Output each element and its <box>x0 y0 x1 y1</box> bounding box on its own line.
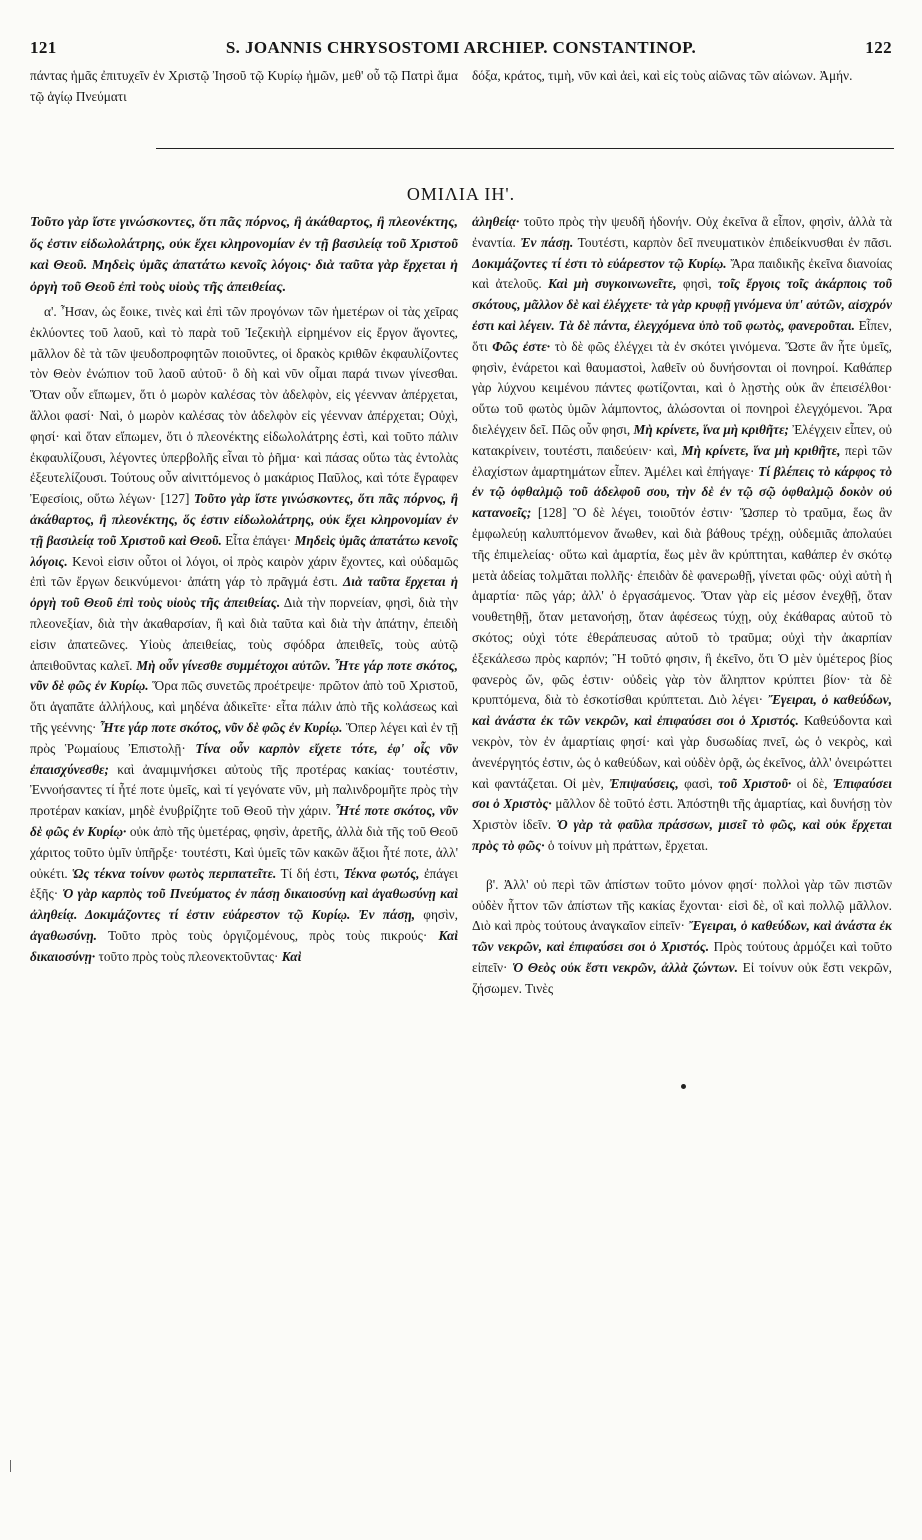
text-run: Καθεύδοντα καὶ νεκρὸν, τὸν ἐν ἁμαρτίαις φησί· καὶ γὰρ δυσωδίας πνεῖ, ὡς ὁ νεκρὸς, καὶ ἀνενέργητός ἐστιν, ὡς ὁ καθεύδων, καὶ οὐδὲν ὁρᾷ, ὡς ἐκεῖνος, ἀλλ' ὀνειρώττει καὶ φαντάζεται. Οἱ μὲν, <box>472 713 892 791</box>
text-run: Τουτέστι, καρπὸν δεῖ πνευματικὸν ἐπιδείκνυσθαι ἐν πᾶσι. <box>577 234 892 250</box>
text-run: Τί δή ἐστι, <box>280 865 340 881</box>
top-right-column <box>472 66 892 87</box>
top-left-column <box>30 66 458 108</box>
quote-run: Ἦτέ ποτε σκότος, νῦν δὲ φῶς ἐν Κυρίῳ· <box>30 803 458 839</box>
quote-run: Ἔγειραι, ὁ καθεύδων, καὶ ἀνάστα ἐκ τῶν νεκρῶν, καὶ ἐπιφαύσει σοι ὁ Χριστός. <box>472 692 892 729</box>
quote-run: Τίνα οὖν καρπὸν εἴχετε τότε, ἐφ' οἷς νῦν ἐπαισχύνεσθε; <box>30 740 458 777</box>
text-run: τὸ δὲ φῶς ἐλέγχει τὰ ἐν σκότει γινόμενα. Ὥστε ἂν ἦτε ὑμεῖς, φησὶν, ἐνάρετοι καὶ θαυμαστοὶ, λαθεῖν οὐ δυνήσονται οἱ πονηροί. Καθάπερ γὰρ λύχνου κειμένου πάντες φωτίζονται, καὶ ὁ λῃστὴς οὐκ ἂν ἐπεισέλθοι· οὕτω τοῦ φωτὸς ὑμῶν λάμποντος, ἁλώσονται οἱ πονηροὶ ἐλεγχόμενοι. Ἄρα διελέγχειν δεῖ. Πῶς οὖν φησι, <box>472 338 892 437</box>
text-run: Πρὸς τούτους ἁρμόζει καὶ τοῦτο εἰπεῖν· <box>472 939 892 975</box>
text-run: Διὰ τὴν πορνείαν, φησὶ, διὰ τὴν πλεονεξίαν, διὰ τὴν ἀκαθαρσίαν, ἢ καὶ διὰ ταῦτα καὶ διὰ τὴν ἀπάτην, ἐπειδὴ εἰσιν ἀπατεῶνες. Υἱοὺς ἀπειθείας, τοὺς σφόδρα ἀπειθεῖς, τοὺς αὐτῷ ἀπειθοῦντας καλεῖ. <box>30 595 458 673</box>
text-run: α'. Ἦσαν, ὡς ἔοικε, τινὲς καὶ ἐπὶ τῶν προγόνων τῶν ἡμετέρων οἱ τὰς χεῖρας ἐκλύοντες τοῦ λαοῦ, καὶ τὸ παρὰ τοῦ Ἰεζεκιὴλ εἰρημένον εἰς ἔργον ἄγοντες, μᾶλλον δὲ τὰ τῶν ψευδοπροφητῶν ποιοῦντες, οἱ δρακὸς κριθῶν ἐκφαυλίζοντες τὸν Θεὸν ἐνώπιον τοῦ λαοῦ αὐτοῦ· ὃ δὴ καὶ νῦν οἶμαι παρά τινων γίνεσθαι. Ὅταν οὖν εἴπωμεν, ὅτι ὁ μωρὸν καλέσας τὸν ἀδελφὸν, εἰς γέενναν ἀπέρχεται, ἄλλοι φασί· Ναὶ, ὁ μωρὸν καλέσας τὸν ἀδελφὸν εἰς γέενναν ἀπέρχεται; Οὐχὶ, φησί· καὶ ὅταν εἴπωμεν, ὅτι ὁ πλεονέκτης εἰδωλολάτρης ἐστὶ, καὶ τοῦτο πάλιν ἐκφαυλίζουσι, λέγοντες ὑπερβολῆς εἶναι τὸ ῥῆμα· καὶ πάσας οὕτω τὰς ἐντολὰς ἐξευτελίζουσι. Τούτους οὖν αἰνιττόμενος ὁ μακάριος Παῦλος, καὶ τότε ἔγραφεν Ἐφεσίοις, οὕτω λέγων· <box>30 304 458 507</box>
quote-run: Διὰ ταῦτα ἔρχεται ἡ ὀργὴ τοῦ Θεοῦ ἐπὶ τοὺς υἱοὺς τῆς ἀπειθείας. <box>30 574 458 611</box>
paragraph-1-continued <box>472 212 892 857</box>
running-head <box>30 36 892 60</box>
quote-run: Ἐν πάσῃ. <box>520 234 574 250</box>
text-run: ὁ τοίνυν μὴ πράττων, ἔρχεται. <box>547 837 709 853</box>
quote-run: ἀγαθωσύνῃ. <box>30 927 97 943</box>
text-run: οὐκ ἀπὸ τῆς ὑμετέρας, φησὶν, ἀρετῆς, ἀλλὰ διὰ τῆς τοῦ Θεοῦ χάριτος τοῦτο ὑμῖν ὑπῆρξε· τουτέστι, Καὶ ὑμεῖς τῶν κακῶν ἄξιοι ἦτέ ποτε, ἀλλ' οὐκέτι. <box>30 823 458 881</box>
scripture-lemma: Τοῦτο γὰρ ἴστε γινώσκοντες, ὅτι πᾶς πόρνος, ἢ ἀκάθαρτος, ἢ πλεονέκτης, ὅς ἐστιν εἰδωλολάτρης, οὐκ ἔχει κληρονομίαν ἐν τῇ βασιλείᾳ τοῦ Χριστοῦ καὶ Θεοῦ. Μηδεὶς ὑμᾶς ἀπατάτω κενοῖς λόγοις· διὰ ταῦτα γὰρ ἔρχεται ἡ ὀργὴ τοῦ Θεοῦ ἐπὶ τοὺς υἱοὺς τῆς ἀπειθείας. <box>30 215 458 295</box>
text-run: Εἰ τοίνυν οὐκ ἔστι νεκρῶν, ζήσωμεν. Τινὲς <box>472 959 892 996</box>
quote-run: Μὴ κρίνετε, ἵνα μὴ κριθῆτε; <box>633 421 789 437</box>
text-run: Ὅπερ λέγει καὶ ἐν τῇ πρὸς Ῥωμαίους Ἐπιστολῇ· <box>30 719 458 756</box>
quote-run: Φῶς ἐστε· <box>492 338 551 354</box>
quote-run: Ὁ γὰρ τὰ φαῦλα πράσσων, μισεῖ τὸ φῶς, καὶ οὐκ ἔρχεται πρὸς τὸ φῶς· <box>472 817 892 853</box>
quote-run: Ἐπιψαύσεις, <box>609 775 679 791</box>
quote-run: Τί βλέπεις τὸ κάρφος τὸ ἐν τῷ ὀφθαλμῷ τοῦ ἀδελφοῦ σου, τὴν δὲ ἐν τῷ σῷ ὀφθαλμῷ δοκὸν οὐ κατανοεῖς; <box>472 463 892 521</box>
text-run: φησὶ, <box>682 276 712 292</box>
quote-run: Ὁ γὰρ καρπὸς τοῦ Πνεύματος ἐν πάσῃ δικαιοσύνῃ καὶ ἀγαθωσύνῃ καὶ ἀληθείᾳ. Δοκιμάζοντες τί ἐστιν εὐάρεστον τῷ Κυρίῳ. Ἐν πάσῃ, <box>30 886 458 923</box>
quote-run: Μὴ κρίνετε, ἵνα μὴ κριθῆτε, <box>681 442 841 458</box>
text-run: οἱ δὲ, <box>796 775 828 791</box>
text-run: Κενοὶ εἰσιν οὗτοι οἱ λόγοι, οἱ πρὸς καιρὸν χάριν ἔχοντες, καὶ οὐδαμῶς ἐπὶ τῶν ἔργων δεικνύμενοι· ἀπάτη γάρ τὸ πρᾶγμά ἐστι. <box>30 553 458 590</box>
text-run: Εἶπεν, ὅτι <box>472 317 892 354</box>
text-run: ἐπάγει ἑξῆς· <box>30 865 458 902</box>
quote-run: Ὡς τέκνα τοίνυν φωτὸς περιπατεῖτε. <box>72 865 277 881</box>
text-run: Ὃ δὲ λέγει, τοιοῦτόν ἐστιν· Ὥσπερ τὸ τραῦμα, ἕως ἂν ἐμφωλεύῃ καλυπτόμενον ἄνωθεν, καὶ διὰ βάθους τρέχῃ, οὐδεμιᾶς ἀπολαύει τῆς ἐπιμελείας· οὕτω καὶ ἁμαρτία, ἕως μὲν ἂν κρύπτηται, καθάπερ ἐν σκότῳ μετὰ ἀδείας τολμᾶται πολλῆς· ἐπειδὰν δὲ φανερωθῇ, γίνεται φῶς· οὐχὶ αὐτὴ ἡ ἁμαρτία· πῶς γάρ; ἀλλ' ὁ ἐργασάμενος. Ὅταν γὰρ εἰς μέσον ἐνεχθῇ, ὅταν νουθετηθῇ, ὅταν μετανοήσῃ, ὅταν ἀφέσεως τύχῃ, οὐχ ἐκάθαρας αὐτοῦ τὸ σκότος; οὐχὶ τότε ἐθεράπευσας αὐτοῦ τὸ τραῦμα; οὐχὶ τὴν ἀκαρπίαν ἐξεκάλεσω πρὸς καρπόν; Ἢ τοῦτό φησιν, ἢ ἐκεῖνο, ὅτι Ὁ μὲν ὑμέτερος βίος φανερὸς ὤν, φῶς ἐστιν· οὐδεὶς γὰρ τὸν ἄληπτον κρύπτει βίον· τὰ δὲ κρυπτόμενα, διὰ τὸ ἐσκοτίσθαι κρύπτεται. Διὸ λέγει· <box>472 505 892 708</box>
right-main-column <box>472 212 892 1472</box>
running-title: S. JOANNIS CHRYSOSTOMI ARCHIEP. CONSTANTINOP. <box>225 38 697 57</box>
quote-run: Μὴ οὖν γίνεσθε συμμέτοχοι αὐτῶν. Ἦτε γάρ ποτε σκότος, νῦν δὲ φῶς ἐν Κυρίῳ. <box>30 657 458 694</box>
text-run: Ἄρα παιδικῆς ἐκεῖνα διανοίας καὶ ἀτελοῦς. <box>472 255 892 292</box>
quote-run: Τέκνα φωτός, <box>343 865 420 881</box>
scan-speck <box>10 1460 11 1472</box>
quote-run: Ἦτε γάρ ποτε σκότος, νῦν δὲ φῶς ἐν Κυρίῳ. <box>99 719 343 735</box>
quote-run: ἀληθείᾳ· <box>472 214 520 229</box>
text-run: φησὶν, <box>423 907 458 923</box>
quote-run: τοῖς ἔργοις τοῖς ἀκάρποις τοῦ σκότους, μᾶλλον δὲ καὶ ἐλέγχετε· τὰ γὰρ κρυφῇ γινόμενα ὑπ' αὐτῶν, αἰσχρόν ἐστι καὶ λέγειν. Τὰ δὲ πάντα, ἐλεγχόμενα ὑπὸ τοῦ φωτὸς, φανεροῦται. <box>472 276 892 333</box>
quote-run: Καὶ δικαιοσύνῃ· <box>30 927 458 964</box>
text-run: μᾶλλον δὲ τοῦτό ἐστι. Ἀπόστηθι τῆς ἁμαρτίας, καὶ δυνήσῃ τὸν Χριστὸν ἰδεῖν. <box>472 796 892 833</box>
paragraph-2 <box>472 875 892 1000</box>
text-run: τοῦτο πρὸς τὴν ψευδῆ ἡδονήν. Οὐχ ἐκεῖνα ἃ εἶπον, φησὶν, ἀλλὰ τὰ ἐναντία. <box>472 214 892 250</box>
quote-run: Μηδεὶς ὑμᾶς ἀπατάτω κενοῖς λόγοις. <box>30 532 458 569</box>
text-run: Ὅρα πῶς συνετῶς προέτρεψε· πρῶτον ἀπὸ τοῦ Χριστοῦ, ὅτι ἀγαπᾶτε ἀλλήλους, καὶ μηδένα ἀδικεῖτε· εἶτα πάλιν ἀπὸ τῆς κολάσεως καὶ τῆς γεέννης· <box>30 678 458 735</box>
quote-run: Ἐπιφαύσει σοι ὁ Χριστὸς· <box>472 775 892 812</box>
left-main-column <box>30 212 458 1472</box>
section-divider <box>156 148 894 149</box>
quote-run: τοῦ Χριστοῦ· <box>718 775 792 791</box>
text-run: Τοῦτο πρὸς τοὺς ὀργιζομένους, πρὸς τοὺς πικρούς· <box>107 927 428 943</box>
text-run: β'. Ἀλλ' οὐ περὶ τῶν ἀπίστων τοῦτο μόνον φησί· πολλοὶ γὰρ τῶν πιστῶν οὐδὲν ἧττον τῶν ἀπίστων τῆς κακίας ἔχονται· εἰσὶ δὲ, οἳ καὶ πολλῷ μᾶλλον. Διὸ καὶ πρὸς τούτους ἀναγκαῖον εἰπεῖν· <box>472 876 892 934</box>
closing-text-left: πάντας ἡμᾶς ἐπιτυχεῖν ἐν Χριστῷ Ἰησοῦ τῷ Κυρίῳ ἡμῶν, μεθ' οὗ τῷ Πατρὶ ἅμα τῷ ἁγίῳ Πνεύματι <box>30 68 458 104</box>
text-run: Ἐλέγχειν εἶπεν, οὐ κατακρίνειν, τουτέστι, παιδεύειν· καὶ, <box>472 421 892 458</box>
paragraph-1 <box>30 302 458 968</box>
text-run: καὶ ἀναμιμνήσκει αὐτοὺς τῆς προτέρας κακίας· τουτέστιν, Ἐννοήσαντες τί ἦτέ ποτε ὑμεῖς, καὶ τί γεγόνατε νῦν, μὴ παλινδρομῆτε πρὸς τὴν προτέραν κακίαν, μηδὲ ἐνυβρίζητε τοῦ Θεοῦ τὴν χάριν. <box>30 761 458 819</box>
quote-run: Τοῦτο γὰρ ἴστε γινώσκοντες, ὅτι πᾶς πόρνος, ἢ ἀκάθαρτος, ἢ πλεονέκτης, ὅς ἐστιν εἰδωλολάτρης, οὐκ ἔχει κληρονομίαν ἐν τῇ βασιλείᾳ τοῦ Χριστοῦ καὶ Θεοῦ. <box>30 491 458 548</box>
text-run: Εἶτα ἐπάγει· <box>225 532 292 548</box>
section-dot <box>681 1084 686 1089</box>
homily-title: ΟΜΙΛΙΑ ΙΗ'. <box>406 184 516 204</box>
quote-run: Καὶ <box>281 948 302 964</box>
text-run: περὶ τῶν ἐλαχίστων ἁμαρτημάτων εἶπεν. Ἀμέλει καὶ ἐπήγαγε· <box>472 442 892 479</box>
quote-run: Δοκιμάζοντες τί ἐστι τὸ εὐάρεστον τῷ Κυρίῳ. <box>472 255 727 271</box>
column-marker: [128] <box>537 505 567 521</box>
text-run: τοῦτο πρὸς τοὺς πλεονεκτοῦντας· <box>98 948 279 964</box>
page-number-left: 121 <box>30 38 57 57</box>
quote-run: Καὶ μὴ συγκοινωνεῖτε, <box>548 276 677 292</box>
quote-run: Ἔγειραι, ὁ καθεύδων, καὶ ἀνάστα ἐκ τῶν νεκρῶν, καὶ ἐπιφαύσει σοι ὁ Χριστός. <box>472 918 892 955</box>
column-marker: [127] <box>160 491 190 507</box>
quote-run: Ὁ Θεὸς οὐκ ἔστι νεκρῶν, ἀλλὰ ζώντων. <box>512 959 738 975</box>
text-run: φασὶ, <box>684 775 713 791</box>
closing-text-right: δόξα, κράτος, τιμὴ, νῦν καὶ ἀεὶ, καὶ εἰς τοὺς αἰῶνας τῶν αἰώνων. Ἀμήν. <box>472 68 853 83</box>
page-number-right: 122 <box>865 38 892 57</box>
